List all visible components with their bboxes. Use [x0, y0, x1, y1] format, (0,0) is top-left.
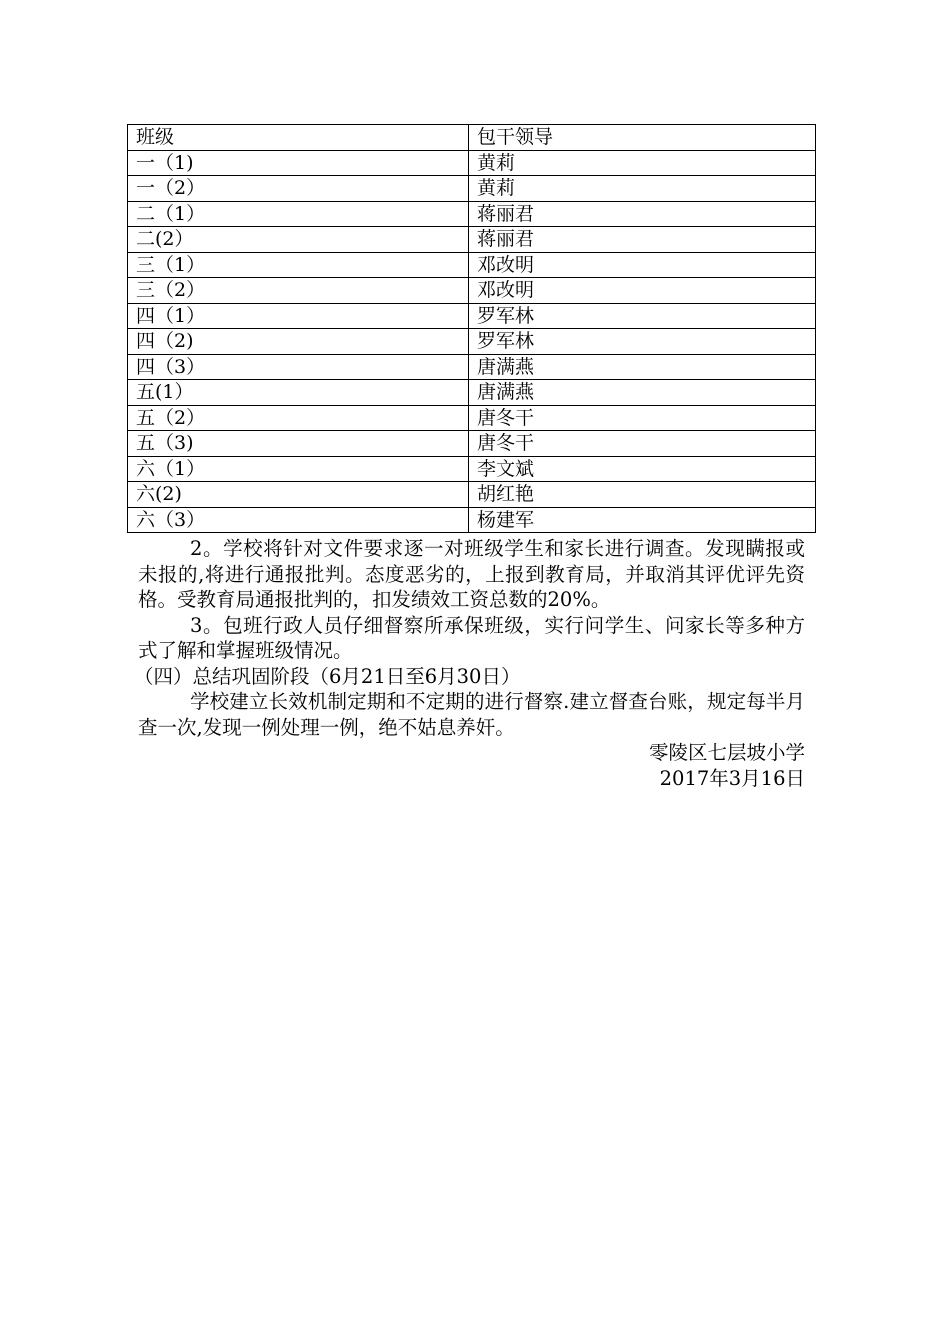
table-row: [128, 176, 816, 202]
leader-cell: 黄莉: [469, 150, 816, 176]
table-row: [128, 354, 816, 380]
table-row: [128, 201, 816, 227]
table-row: [128, 329, 816, 355]
header-class: 班级: [128, 125, 469, 151]
leader-cell: 黄莉: [469, 176, 816, 202]
stage-4-heading: （四）总结巩固阶段（6月21日至6月30日）: [134, 664, 521, 688]
class-leader-table: [127, 124, 816, 533]
leader-cell: 罗军林: [469, 303, 816, 329]
leader-cell: 李文斌: [469, 456, 816, 482]
class-cell: 五(1）: [128, 380, 469, 406]
table-row: [128, 482, 816, 508]
body-text: [134, 536, 805, 791]
leader-cell: 唐满燕: [469, 354, 816, 380]
leader-cell: 邓改明: [469, 278, 816, 304]
header-leader: 包干领导: [469, 125, 816, 151]
table-row: [128, 431, 816, 457]
leader-cell: 胡红艳: [469, 482, 816, 508]
paragraph-3: 3。包班行政人员仔细督察所承保班级，实行问学生、问家长等多种方式了解和掌握班级情况。: [138, 613, 805, 662]
table-row: [128, 456, 816, 482]
paragraph-2: 2。学校将针对文件要求逐一对班级学生和家长进行调查。发现瞒报或未报的,将进行通报批判。态度恶劣的，上报到教育局，并取消其评优评先资格。受教育局通报批判的，扣发绩效工资总数的20%。: [138, 537, 805, 611]
table-row: [128, 227, 816, 253]
table-row: [128, 303, 816, 329]
class-cell: 四（1）: [128, 303, 469, 329]
class-cell: 二(2）: [128, 227, 469, 253]
leader-cell: 唐满燕: [469, 380, 816, 406]
class-cell: 一（2）: [128, 176, 469, 202]
leader-cell: 唐冬干: [469, 405, 816, 431]
leader-cell: 邓改明: [469, 252, 816, 278]
leader-cell: 杨建军: [469, 507, 816, 533]
class-cell: 六（1）: [128, 456, 469, 482]
table-row: [128, 150, 816, 176]
leader-cell: 蒋丽君: [469, 201, 816, 227]
class-cell: 五（2）: [128, 405, 469, 431]
class-cell: 一（1): [128, 150, 469, 176]
table-row: [128, 380, 816, 406]
class-cell: 五（3): [128, 431, 469, 457]
paragraph-4: 学校建立长效机制定期和不定期的进行督察.建立督查台账，规定每半月查一次,发现一例处理一例，绝不姑息养奸。: [138, 690, 805, 739]
table-row: [128, 278, 816, 304]
signature-org: 零陵区七层坡小学: [648, 741, 805, 764]
class-cell: 四（2): [128, 329, 469, 355]
class-cell: 三（2）: [128, 278, 469, 304]
table-header-row: [128, 125, 816, 151]
table-row: [128, 252, 816, 278]
leader-cell: 唐冬干: [469, 431, 816, 457]
class-cell: 六(2): [128, 482, 469, 508]
table-row: [128, 405, 816, 431]
class-cell: 三（1）: [128, 252, 469, 278]
signature-date: 2017年3月16日: [659, 766, 805, 790]
class-cell: 四（3）: [128, 354, 469, 380]
class-cell: 二（1）: [128, 201, 469, 227]
class-cell: 六（3）: [128, 507, 469, 533]
leader-cell: 罗军林: [469, 329, 816, 355]
table-row: [128, 507, 816, 533]
leader-cell: 蒋丽君: [469, 227, 816, 253]
